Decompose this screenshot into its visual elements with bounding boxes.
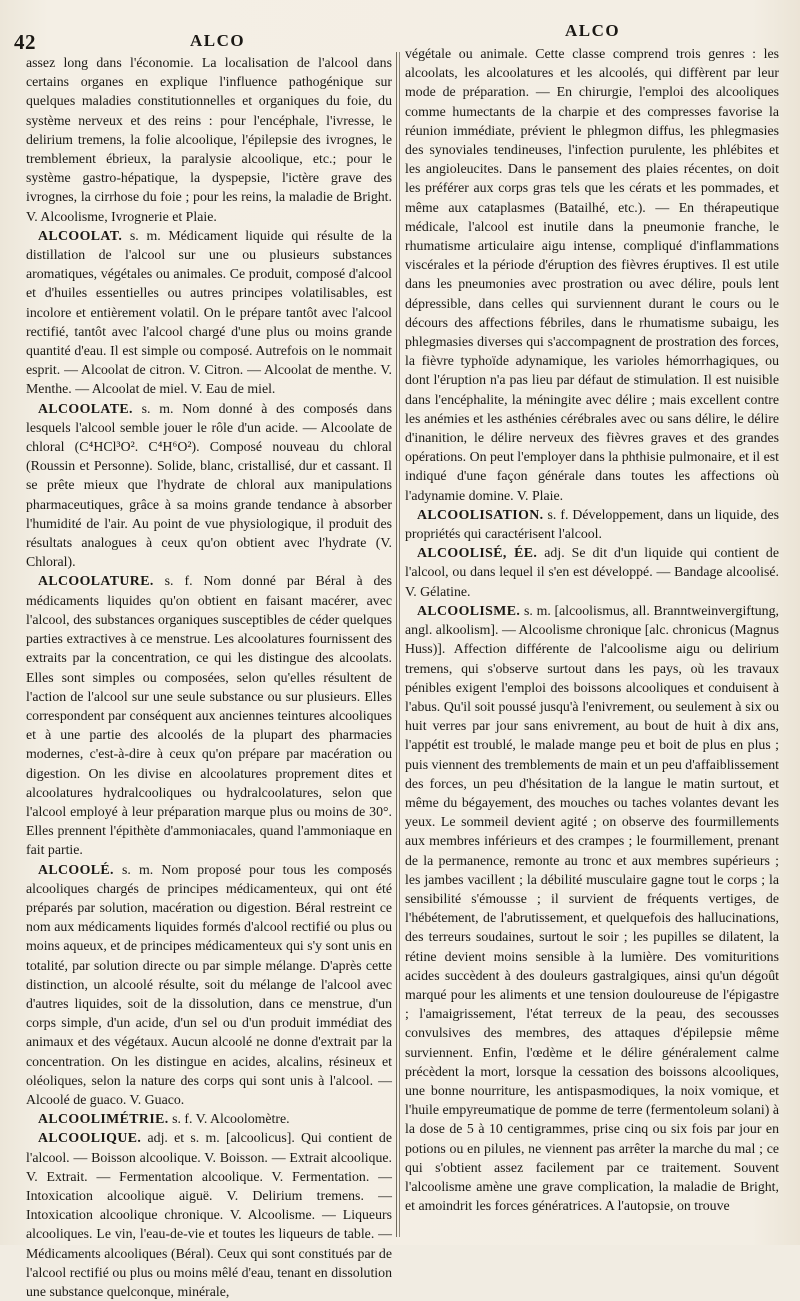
entry-headword: ALCOOLIQUE. — [38, 1130, 142, 1146]
page-number: 42 — [14, 30, 36, 54]
entry-text: assez long dans l'économie. La localisation de l'alcool dans certains organes en explique l'influence pathogénique sur quelques maladies constitutionnelles et organiques du foie, du système nerveux et des reins : pour l'encéphale, l'ivresse, le delirium tremens, la folie alcoolique, l'épilepsie des ivrognes, le tremblement ébrieux, la paralysie alcoolique, etc.; pour le système gastro-hépatique, la dyspepsie, l'ictère grave des ivrognes, la cirrhose du foie ; pour les reins, la maladie de Bright. V. Alcoolisme, Ivrognerie et Plaie. — [26, 55, 392, 224]
right-column — [405, 44, 779, 1239]
entry-text: s. f. Développement, dans un liquide, des propriétés qui caractérisent l'alcool. — [405, 506, 779, 542]
left-running-head: ALCO — [190, 31, 246, 50]
entry-alcoolisation — [405, 505, 779, 543]
entry-headword: ALCOOLAT. — [38, 227, 123, 243]
entry-alcoolat — [26, 226, 392, 399]
entry-text: s. m. [alcoolismus, all. Branntweinvergiftung, angl. alkoolism]. — Alcoolisme chronique [alc. chronicus (Magnus Huss)]. Affection différente de l'alcoolisme aigu ou delirium tremens, qui s'observe surtout dans les pays, où les travaux pénibles exigent l'emploi des boissons alcooliques et conduisent à l'abus. Qu'il soit poussé jusqu'à l'enivrement, ou seulement à six ou huit verres par jour sans enivrement, au bout de huit à dix ans, l'appétit est troublé, le malade mange peu et boit de plus en plus ; puis viennent des tremblements de main et un peu d'affaiblissement des forces, un peu d'hésitation de la langue le matin surtout, et même du bégayement, des mouches ou taches volantes devant les yeux. Le sommeil devient agité ; on observe des fourmillements aux membres inférieurs et des crampes ; le fourmillement, prenant de la permanence, remonte au tronc et aux membres supérieurs ; les jambes vacillent ; la débilité musculaire gagne tout le corps ; la sensibilité s'émousse ; il survient de fréquents vertiges, de l'hébétement, de l'abrutissement, et quelquefois des hallucinations, des terreurs soudaines, surtout le soir ; les pupilles se dilatent, la rétine devient moins sensible à la lumière. Des vomituritions acides succèdent à des douleurs gastralgiques, ainsi qu'un dégoût marqué pour les aliments et une tension douloureuse de l'épigastre ; l'amaigrissement, l'état terreux de la peau, des secousses convulsives des membres, des attaques d'épilepsie même surviennent. Enfin, l'œdème et le délire généralement calme précèdent la mort, lorsque la cessation des boissons alcooliques, une bonne nourriture, les antispasmodiques, la noix vomique, et l'huile empyreumatique de pomme de terre (fermentoleum solani) à la dose de 5 à 10 centigrammes, prise cinq ou six fois par jour en potions ou en pilules, ne viennent pas arrêter la marche du mal ; ce qui s'obtient assez facilement par ce traitement. Souvent l'alcoolisme amène une grave complication, la maladie de Bright, et amoindrit les forces génératrices. A l'autopsie, on trouve — [405, 602, 780, 1214]
column-divider — [396, 52, 397, 1237]
entry-headword: ALCOOLISATION. — [417, 506, 544, 522]
entry-text: s. m. Nom proposé pour tous les composés alcooliques chargés de principes médicamenteux, qui ont été préparés par solution, macération ou digestion. Béral restreint ce nom aux médicaments liquides formés d'alcool rectifié ou plus ou moins aqueux, et de principes médicamenteux qui s'y sont unis en totalité, par solution directe ou par simple mélange. D'après cette distinction, un alcoolé résulte, soit du mélange de l'alcool avec d'autres liquides, soit de la dissolution, dans ce menstrue, d'un corps simple, d'un acide, d'un sel ou d'un produit immédiat des animaux et des végétaux. Aucun alcoolé ne donne d'extrait par la concentration. On les distingue en acides, alcalins, résineux et oléoliques, selon la nature des corps qui sont unis à l'alcool. — Alcoolé de guaco. V. Guaco. — [26, 861, 392, 1107]
entry-alcoolature — [26, 571, 392, 859]
entry-headword: ALCOOLISÉ, ÉE. — [417, 545, 538, 561]
entry-alcoolimetrie — [26, 1109, 392, 1128]
entry-text: adj. et s. m. [alcoolicus]. Qui contient de l'alcool. — Boisson alcoolique. V. Boisson. — Extrait alcoolique. V. Extrait. — Fermentation alcoolique. V. Fermentation. — Intoxication alcoolique aiguë. V. Delirium tremens. — Intoxication alcoolique chronique. V. Alcoolisme. — Liqueurs alcooliques. Le vin, l'eau-de-vie et toutes les liqueurs de table. — Médicaments alcooliques (Béral). Ceux qui sont constitués par de l'alcool rectifié ou plus ou moins mêlé d'eau, tenant en dissolution une substance quelconque, minérale, — [26, 1130, 392, 1299]
entry-headword: ALCOOLATURE. — [38, 573, 154, 589]
entry-text: s. m. Nom donné à des composés dans lesquels l'alcool semble jouer le rôle d'un acide. — Alcoolate de chloral (C⁴HCl³O². C⁴H⁶O²). Composé nouveau du chloral (Roussin et Personne). Solide, blanc, cristallisé, dur et cassant. Il se prête mieux que l'hydrate de chloral aux manipulations pharmaceutiques, grâce à sa moins grande tendance à absorber l'humidité de l'air. Au point de vue physiologique, il produit des résultats analogues à ceux qu'on obtient avec l'hydrate (V. Chloral). — [26, 400, 392, 570]
entry-alcoolisme — [405, 601, 779, 1216]
entry-text: s. m. Médicament liquide qui résulte de la distillation de l'alcool sur une ou plusieurs substances aromatiques, végétales ou animales. Ce produit, composé d'alcool et d'huiles essentielles ou autres principes volatilisables, est incolore et entièrement volatil. On le prépare tantôt avec l'alcool rectifié, tantôt avec l'alcool chargé d'une plus ou moins grande quantité d'eau. Il est simple ou composé. Autrefois on le nommait esprit. — Alcoolat de citron. V. Citron. — Alcoolat de menthe. V. Menthe. — Alcoolat de miel. V. Eau de miel. — [26, 227, 392, 397]
entry-headword: ALCOOLIMÉTRIE. — [38, 1111, 169, 1127]
entry-alcool-continued — [26, 53, 392, 226]
entry-headword: ALCOOLISME. — [417, 602, 521, 618]
left-column — [26, 53, 392, 1299]
entry-text: végétale ou animale. Cette classe comprend trois genres : les alcoolats, les alcoolatures et les alcoolés, qui diffèrent par leur mode de préparation. — En chirurgie, l'emploi des alcooliques comme humectants de la charpie et des compresses favorise la réunion immédiate, prévient le phlegmon diffus, les phlegmasies des synoviales tendineuses, l'infection purulente, les phlébites et les angioleucites. Dans le pansement des plaies récentes, on doit les préférer aux corps gras tels que les cérats et les pommades, et même aux cataplasmes (Batailhé, etc.). — En thérapeutique médicale, l'alcool est inutile dans la pneumonie franche, le rhumatisme articulaire aigu intense, compliqué d'inflammations viscérales et la période d'éruption des fièvres éruptives. Il est utile dans les pneumonies avec prostration ou avec délire, pouls lent dépressible, dans celles qui surviennent durant le cours ou le décours des affections fébriles, dans le rhumatisme subaigu, les phlegmasies diverses qui s'accompagnent de prostration des forces, la fièvre typhoïde adynamique, les varioles hémorrhagiques, ou dont l'éruption n'a pas lieu par défaut de stimulation. Il est nuisible dans l'encéphalite, la méningite avec délire ; mais excellent contre les anémies et les asthénies cérébrales avec ou sans délire, le délire d'inanition, le délire nerveux des fièvres graves et des grandes opérations. On peut l'employer dans la phthisie pulmonaire, et il est indiqué d'une façon générale dans toutes les affections où l'adynamie domine. V. Plaie. — [405, 46, 779, 503]
entry-text: s. f. Nom donné par Béral à des médicaments liquides qu'on obtient en faisant macérer, avec l'alcool, des substances organiques susceptibles de céder quelques parties extractives à ce menstrue. Les alcoolatures fournissent des extraits par la concentration, ce qui les distingue des alcoolats. Elles sont simples ou composées, selon qu'elles résultent de l'action de l'alcool sur une seule substance ou sur plusieurs. Elles correspondent par conséquent aux anciennes teintures alcooliques et à une partie des alcoolés de la plupart des pharmacies modernes, c'est-à-dire à ceux qu'on prépare par macération ou digestion. On les divise en alcoolatures proprement dites et alcoolatures hydralcooliques ou hydralcoolatures, selon que l'alcool employé à leur préparation marque plus ou moins de 30°. Elles prennent l'épithète d'ammoniacales, quand l'ammoniaque en fait partie. — [26, 573, 392, 858]
entry-alcoolique — [26, 1128, 392, 1301]
entry-text: s. f. V. Alcoolomètre. — [172, 1111, 290, 1127]
entry-text: adj. Se dit d'un liquide qui contient de l'alcool, ou dans lequel il s'en est développé. — Bandage alcoolisé. V. Gélatine. — [405, 545, 779, 599]
entry-alcoolise — [405, 543, 779, 601]
entry-headword: ALCOOLÉ. — [38, 861, 114, 877]
entry-alcoole — [26, 860, 392, 1110]
entry-alcoolate — [26, 399, 392, 572]
entry-headword: ALCOOLATE. — [38, 400, 133, 416]
right-running-head: ALCO — [565, 21, 621, 40]
entry-alcoolique-continued — [405, 44, 779, 505]
